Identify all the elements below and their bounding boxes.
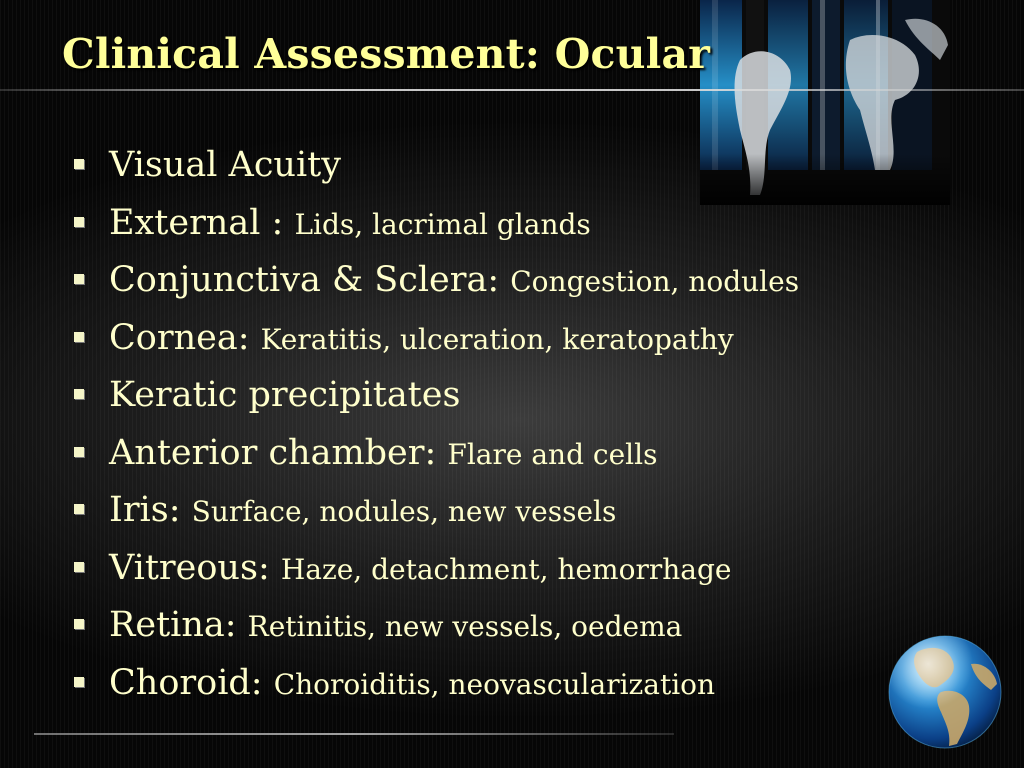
world-map-banner-graphic xyxy=(700,0,950,205)
bullet-detail: Flare and cells xyxy=(447,437,658,471)
bullet-lead: Visual Acuity xyxy=(109,145,341,185)
square-bullet-icon xyxy=(74,619,84,629)
bullet-text xyxy=(109,198,591,254)
square-bullet-icon xyxy=(74,562,84,572)
bullet-text xyxy=(109,313,734,369)
bullet-detail: Congestion, nodules xyxy=(510,265,800,298)
bullet-detail: Haze, detachment, hemorrhage xyxy=(280,552,732,586)
square-bullet-icon xyxy=(74,159,84,169)
bullet-lead: Anterior chamber: xyxy=(109,432,448,473)
bullet-text xyxy=(109,543,731,599)
bullet-detail: Keratitis, ulceration, keratopathy xyxy=(260,322,734,356)
bullet-text xyxy=(109,658,715,714)
title-divider xyxy=(0,89,1024,91)
bullet-text xyxy=(109,485,616,541)
bullet-lead: Vitreous: xyxy=(109,547,281,588)
square-bullet-icon xyxy=(74,217,84,227)
bullet-lead: Conjunctiva & Sclera: xyxy=(109,260,511,300)
bullet-detail: Retinitis, new vessels, oedema xyxy=(247,610,683,643)
bullet-lead: Retina: xyxy=(109,605,248,645)
slide-title: Clinical Assessment: Ocular xyxy=(62,30,711,78)
world-map-banner xyxy=(700,0,950,205)
square-bullet-icon xyxy=(74,274,84,284)
bullet-detail: Surface, nodules, new vessels xyxy=(191,495,617,528)
square-bullet-icon xyxy=(74,332,84,342)
square-bullet-icon xyxy=(74,677,84,687)
bullet-detail: Lids, lacrimal glands xyxy=(294,207,591,241)
bullet-text xyxy=(109,428,657,484)
bullet-text xyxy=(109,255,799,311)
footer-divider xyxy=(34,733,674,735)
bullet-lead: Cornea: xyxy=(109,317,261,358)
bullet-lead: Iris: xyxy=(109,490,192,530)
bullet-lead: External : xyxy=(109,202,295,243)
square-bullet-icon xyxy=(74,504,84,514)
bullet-text xyxy=(109,600,682,656)
square-bullet-icon xyxy=(74,389,84,399)
bullet-lead: Choroid: xyxy=(109,662,274,703)
square-bullet-icon xyxy=(74,447,84,457)
bullet-text xyxy=(109,140,341,196)
globe-icon xyxy=(887,634,1003,750)
bullet-text xyxy=(109,370,460,426)
bullet-lead: Keratic precipitates xyxy=(109,375,461,415)
bullet-detail: Choroiditis, neovascularization xyxy=(273,667,716,701)
